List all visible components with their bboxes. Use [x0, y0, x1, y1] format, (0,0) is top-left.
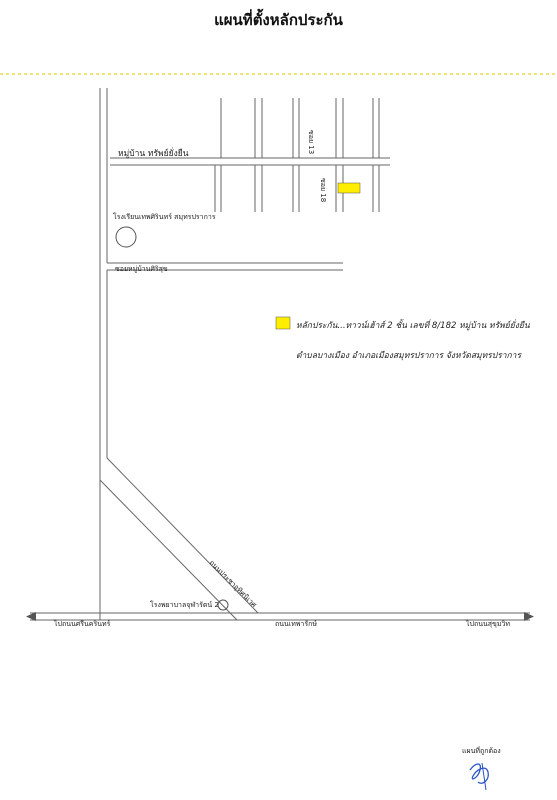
legend-marker — [276, 317, 290, 329]
school-marker — [116, 227, 136, 247]
village-label: หมู่บ้าน ทรัพย์ยั่งยืน — [118, 149, 189, 159]
page-title: แผนที่ตั้งหลักประกัน — [214, 11, 343, 29]
diagonal-road-label: ถนนประชาอุทิศนิเวศ — [207, 558, 259, 610]
thepharak-label: ถนนเทพารักษ์ — [275, 620, 317, 628]
property-marker — [338, 183, 360, 193]
soi13-label: ซอย 13 — [307, 130, 315, 155]
legend-line-2: ตำบลบางเมือง อำเภอเมืองสมุทรปราการ จังหวัดสมุทรปราการ — [296, 351, 522, 361]
soi-sirisuk-label: ซอยหมู่บ้านศิริสุข — [115, 265, 168, 273]
certify-label: แผนที่ถูกต้อง — [462, 747, 501, 755]
to-srinakarin-label: ไปถนนศรีนครินทร์ — [54, 620, 111, 628]
legend-line-1: หลักประกัน...ทาวน์เฮ้าส์ 2 ชั้น เลขที่ 8/182 หมู่บ้าน ทรัพย์ยั่งยืน — [296, 321, 530, 331]
signature — [470, 764, 488, 783]
soi18-label: ซอย 18 — [319, 178, 327, 203]
school-label: โรงเรียนเทพศิรินทร์ สมุทรปราการ — [113, 213, 216, 221]
hospital-label: โรงพยาบาลจุฬารัตน์ 2 — [150, 601, 219, 609]
to-sukhumvit-label: ไปถนนสุขุมวิท — [466, 620, 510, 628]
